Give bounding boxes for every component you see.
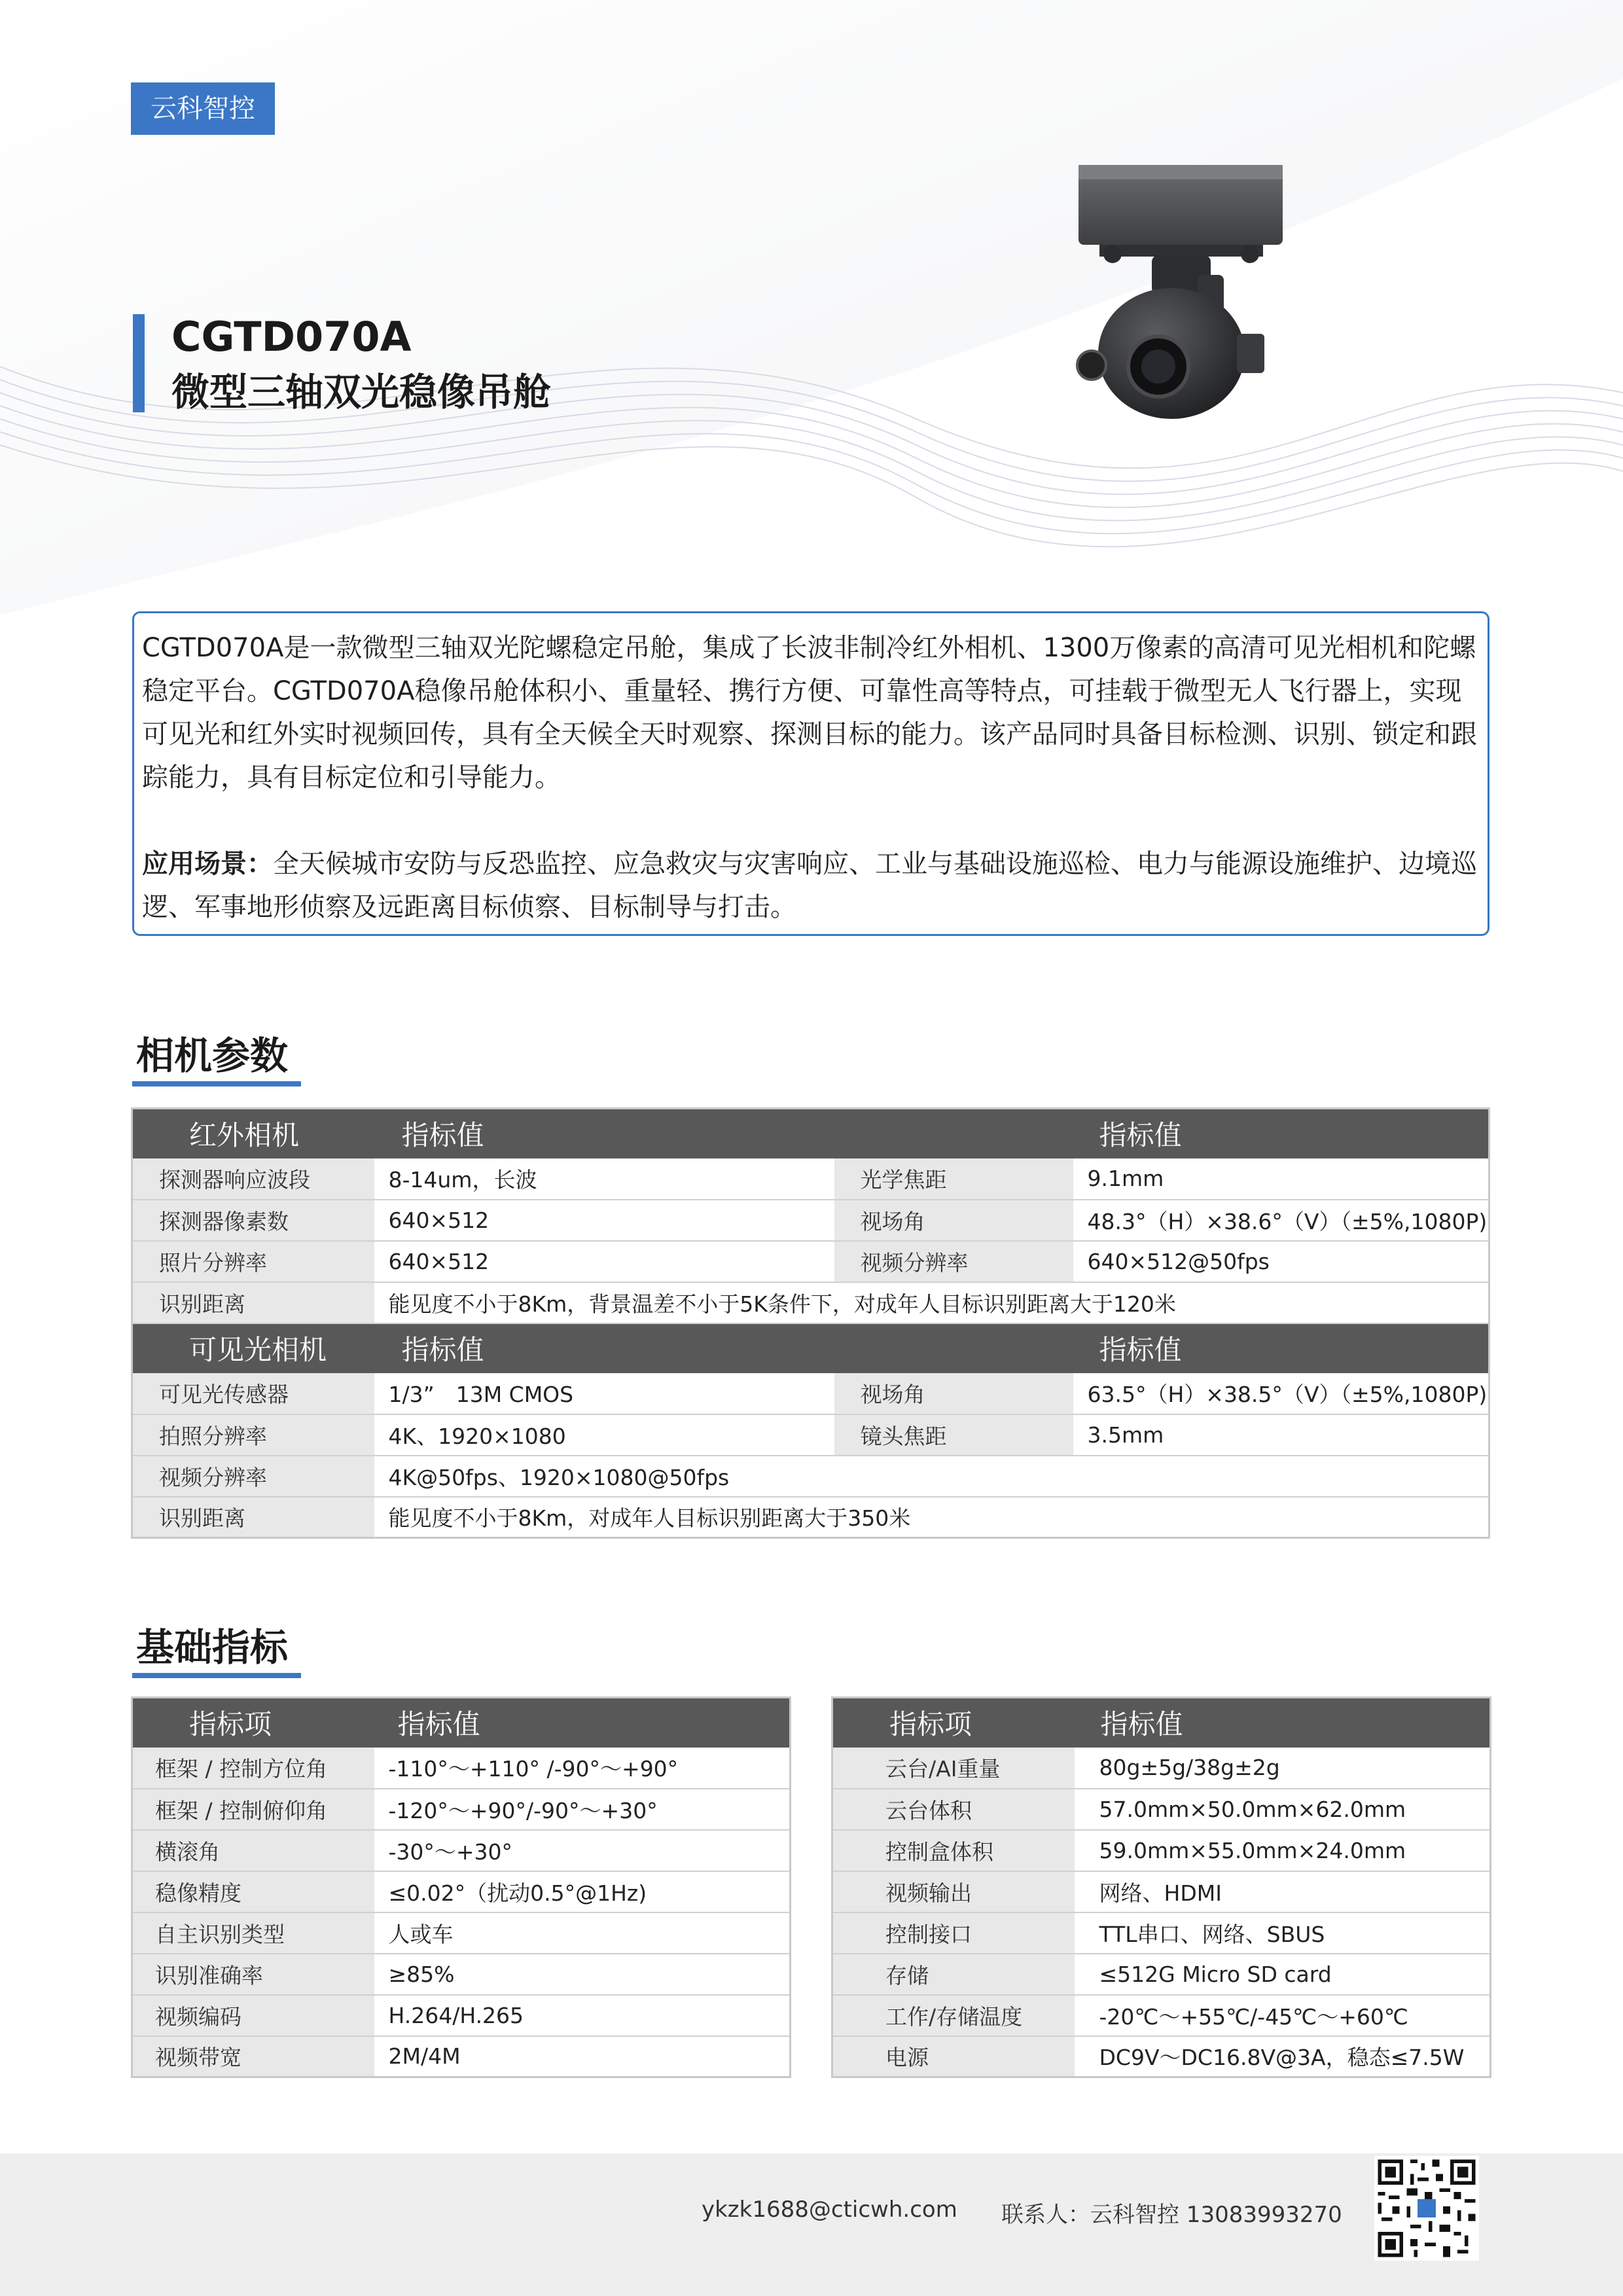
param-value: 4K@50fps、1920×1080@50fps [374,1456,1489,1497]
intro-description-box [132,611,1489,936]
application-label: 应用场景： [142,849,273,879]
param-label: 视频带宽 [132,2036,374,2077]
table-row [132,2036,791,2077]
param-value: 4K、1920×1080 [374,1414,834,1456]
header-cell: 指标值 [374,1698,791,1748]
param-label: 视场角 [834,1373,1073,1414]
param-label: 拍照分辨率 [132,1414,374,1456]
param-label: 控制盒体积 [832,1830,1075,1871]
ir-header-cell: 指标值 [374,1109,834,1158]
table-row [132,1789,791,1830]
table-row [132,1373,1489,1414]
param-label: 横滚角 [132,1830,374,1871]
ir-header-cell: 指标值 [1073,1109,1489,1158]
table-row [132,1158,1489,1200]
header-cell: 指标值 [1075,1698,1491,1748]
param-label: 视频编码 [132,1995,374,2036]
basic-right-header-row [832,1698,1491,1748]
param-value: -120°～+90°/-90°～+30° [374,1789,791,1830]
param-value: 59.0mm×55.0mm×24.0mm [1075,1830,1491,1871]
table-row [132,1241,1489,1282]
table-row [132,1456,1489,1497]
ir-header-cell [834,1109,1073,1158]
param-label: 框架 / 控制方位角 [132,1748,374,1789]
param-value: 能见度不小于8Km，背景温差不小于5K条件下，对成年人目标识别距离大于120米 [374,1282,1489,1323]
param-label: 稳像精度 [132,1871,374,1912]
param-value: 人或车 [374,1912,791,1954]
basic-left-header-row [132,1698,791,1748]
param-value: ≤0.02°（扰动0.5°@1Hz) [374,1871,791,1912]
qr-code-image [1374,2156,1479,2261]
vis-header-cell: 指标值 [374,1323,834,1373]
ir-header-cell: 红外相机 [132,1109,374,1158]
header-cell: 指标项 [832,1698,1075,1748]
table-row [132,1912,791,1954]
table-row [832,1995,1491,2036]
param-label: 镜头焦距 [834,1414,1073,1456]
table-row [132,1748,791,1789]
brand-tag: 云科智控 [131,82,275,135]
camera-params-table [131,1107,1490,1539]
param-label: 识别距离 [132,1497,374,1538]
application-text: 全天候城市安防与反恐监控、应急救灾与灾害响应、工业与基础设施巡检、电力与能源设施维护、边境巡逻、军事地形侦察及远距离目标侦察、目标制导与打击。 [142,849,1477,922]
ir-header-row [132,1109,1489,1158]
table-row [832,1789,1491,1830]
param-value: 48.3°（H）×38.6°（V）（±5%,1080P) [1073,1200,1489,1241]
param-label: 云台体积 [832,1789,1075,1830]
param-value: 640×512 [374,1241,834,1282]
param-label: 云台/AI重量 [832,1748,1075,1789]
table-row [132,1830,791,1871]
vis-header-row [132,1323,1489,1373]
param-value: H.264/H.265 [374,1995,791,2036]
param-label: 视频输出 [832,1871,1075,1912]
header-cell: 指标项 [132,1698,374,1748]
param-label: 存储 [832,1954,1075,1995]
param-value: 能见度不小于8Km，对成年人目标识别距离大于350米 [374,1497,1489,1538]
param-label: 框架 / 控制俯仰角 [132,1789,374,1830]
param-label: 电源 [832,2036,1075,2077]
param-label: 工作/存储温度 [832,1995,1075,2036]
param-value: 3.5mm [1073,1414,1489,1456]
param-label: 光学焦距 [834,1158,1073,1200]
intro-paragraph: CGTD070A是一款微型三轴双光陀螺稳定吊舱，集成了长波非制冷红外相机、1300万像素的高清可见光相机和陀螺稳定平台。CGTD070A稳像吊舱体积小、重量轻、携行方便、可靠性高等特点，可挂载于微型无人飞行器上，实现可见光和红外实时视频回传，具有全天候全天时观察、探测目标的能力。该产品同时具备目标检测、识别、锁定和跟踪能力，具有目标定位和引导能力。 [142,633,1477,793]
table-row [132,1497,1489,1538]
footer-contact: 联系人：云科智控 13083993270 [1001,2202,1342,2228]
param-value: TTL串口、网络、SBUS [1075,1912,1491,1954]
param-label: 自主识别类型 [132,1912,374,1954]
table-row [132,1871,791,1912]
table-row [132,1995,791,2036]
vis-header-cell: 指标值 [1073,1323,1489,1373]
title-accent-bar [133,314,145,412]
table-row [832,1871,1491,1912]
param-value: 1/3” 13M CMOS [374,1373,834,1414]
param-value: -110°～+110° /-90°～+90° [374,1748,791,1789]
table-row [132,1414,1489,1456]
table-row [832,1748,1491,1789]
table-row [132,1282,1489,1323]
table-row [832,2036,1491,2077]
basic-section-underline [132,1673,301,1678]
footer-email: ykzk1688@cticwh.com [702,2197,957,2223]
param-label: 识别准确率 [132,1954,374,1995]
param-value: 57.0mm×50.0mm×62.0mm [1075,1789,1491,1830]
param-value: DC9V～DC16.8V@3A，稳态≤7.5W [1075,2036,1491,2077]
param-value: 63.5°（H）×38.5°（V）（±5%,1080P) [1073,1373,1489,1414]
param-label: 视频分辨率 [834,1241,1073,1282]
param-label: 控制接口 [832,1912,1075,1954]
table-row [132,1954,791,1995]
vis-header-cell [834,1323,1073,1373]
basic-section-title: 基础指标 [136,1625,289,1670]
table-row [132,1200,1489,1241]
vis-header-cell: 可见光相机 [132,1323,374,1373]
param-label: 探测器响应波段 [132,1158,374,1200]
param-value: 网络、HDMI [1075,1871,1491,1912]
table-row [832,1954,1491,1995]
table-row [832,1830,1491,1871]
basic-params-table-right [831,1696,1491,2078]
table-row [832,1912,1491,1954]
param-label: 识别距离 [132,1282,374,1323]
param-value: ≤512G Micro SD card [1075,1954,1491,1995]
application-paragraph [142,842,1477,929]
param-value: 640×512 [374,1200,834,1241]
product-name-title: 微型三轴双光稳像吊舱 [171,370,552,414]
param-value: -30°～+30° [374,1830,791,1871]
param-value: ≥85% [374,1954,791,1995]
camera-section-underline [132,1081,301,1086]
gimbal-camera-image [1060,157,1296,439]
param-value: 2M/4M [374,2036,791,2077]
param-value: 8-14um，长波 [374,1158,834,1200]
param-label: 照片分辨率 [132,1241,374,1282]
param-label: 可见光传感器 [132,1373,374,1414]
param-label: 探测器像素数 [132,1200,374,1241]
param-label: 视频分辨率 [132,1456,374,1497]
param-label: 视场角 [834,1200,1073,1241]
product-code-title: CGTD070A [171,313,412,361]
param-value: 9.1mm [1073,1158,1489,1200]
basic-params-table-left [131,1696,791,2078]
param-value: 80g±5g/38g±2g [1075,1748,1491,1789]
param-value: -20℃～+55℃/-45℃～+60℃ [1075,1995,1491,2036]
camera-section-title: 相机参数 [136,1033,289,1078]
param-value: 640×512@50fps [1073,1241,1489,1282]
